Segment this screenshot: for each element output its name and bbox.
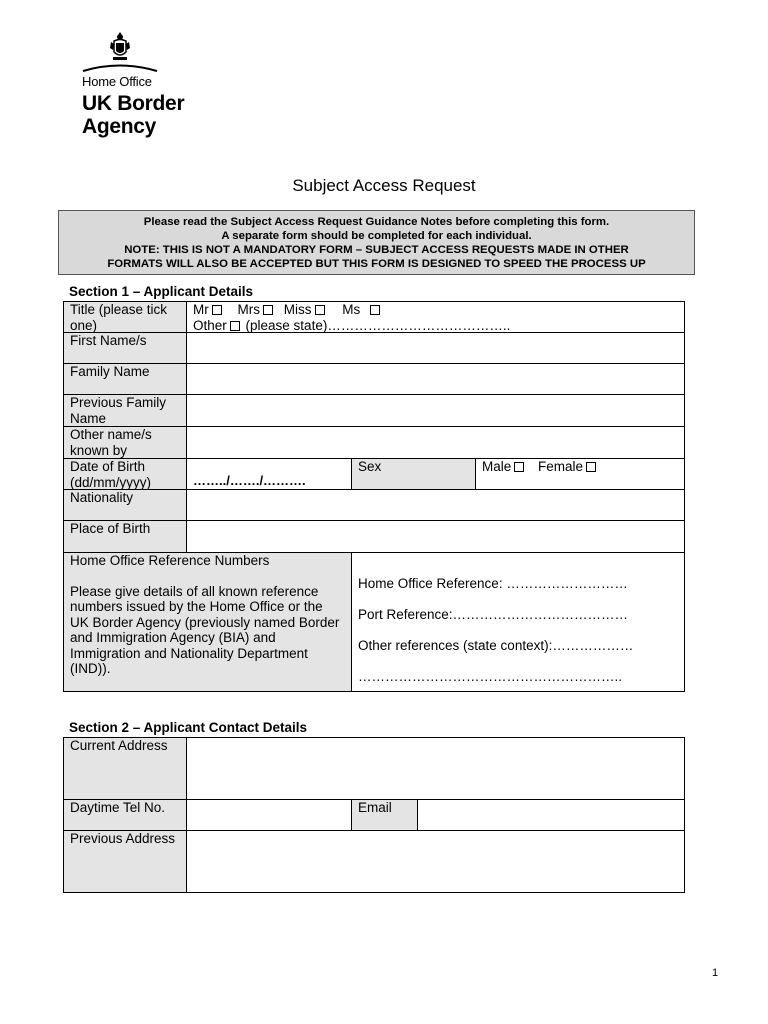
sex-options — [475, 458, 685, 490]
logo-agency: Agency — [82, 115, 157, 138]
guidance-notice — [58, 210, 695, 275]
other-names-label: Other name/s known by — [63, 426, 187, 459]
dob-label: Date of Birth (dd/mm/yyyy) — [63, 458, 187, 490]
current-address-label: Current Address — [63, 737, 187, 800]
daytime-tel-field[interactable] — [186, 799, 352, 831]
reference-numbers-label — [63, 552, 352, 692]
title-ms-label: Ms — [342, 302, 361, 317]
nationality-field[interactable] — [186, 489, 685, 521]
reference-instructions: Please give details of all known reference numbers issued by the Home Office or the UK Border Agency (previously named Border and Immigration Agency (BIA) and Immigration and Nationality Department (IND)). — [70, 583, 340, 676]
title-ms-checkbox[interactable] — [370, 305, 380, 315]
first-name-label: First Name/s — [63, 332, 187, 364]
title-mrs-label: Mrs — [237, 302, 261, 317]
sex-male-label: Male — [482, 459, 512, 474]
title-options — [186, 301, 685, 333]
dob-field[interactable]: ……../……./………. — [186, 458, 352, 490]
notice-line-1: Please read the Subject Access Request Guidance Notes before completing this form. — [143, 216, 610, 228]
notice-line-2: A separate form should be completed for each individual. — [221, 230, 532, 242]
place-of-birth-field[interactable] — [186, 520, 685, 553]
title-mr-checkbox[interactable] — [212, 305, 222, 315]
home-office-reference-field[interactable]: Home Office Reference: ……………………… — [358, 576, 628, 591]
title-miss-checkbox[interactable] — [315, 305, 325, 315]
reference-fields — [351, 552, 685, 692]
email-field[interactable] — [417, 799, 685, 831]
section-2-heading: Section 2 – Applicant Contact Details — [69, 720, 308, 735]
title-options-row-1 — [193, 302, 678, 318]
sex-label: Sex — [351, 458, 476, 490]
sex-female-label: Female — [538, 459, 584, 474]
sex-female-checkbox[interactable] — [586, 462, 596, 472]
section-1-heading: Section 1 – Applicant Details — [69, 284, 254, 299]
page-title: Subject Access Request — [292, 176, 476, 195]
other-references-continuation[interactable]: ………………………………………………….. — [358, 669, 623, 684]
current-address-field[interactable] — [186, 737, 685, 800]
previous-address-label: Previous Address — [63, 830, 187, 893]
nationality-label: Nationality — [63, 489, 187, 521]
title-other-label: Other — [193, 317, 227, 333]
royal-crest-icon — [108, 30, 132, 66]
previous-family-name-label: Previous Family Name — [63, 394, 187, 427]
logo-home-office: Home Office — [82, 74, 152, 89]
email-label: Email — [351, 799, 418, 831]
title-other-checkbox[interactable] — [230, 321, 240, 331]
logo-uk-border: UK Border — [82, 92, 185, 115]
sex-male-checkbox[interactable] — [514, 462, 524, 472]
other-references-field[interactable]: Other references (state context):……………… — [358, 638, 634, 653]
logo-agency-name — [82, 92, 222, 138]
title-mr-label: Mr — [193, 302, 209, 317]
family-name-field[interactable] — [186, 363, 685, 395]
title-mrs-checkbox[interactable] — [263, 305, 273, 315]
reference-heading: Home Office Reference Numbers — [70, 553, 270, 568]
family-name-label: Family Name — [63, 363, 187, 395]
previous-family-name-field[interactable] — [186, 394, 685, 427]
notice-line-3: NOTE: THIS IS NOT A MANDATORY FORM – SUBJECT ACCESS REQUESTS MADE IN OTHER — [124, 244, 629, 256]
page-number: 1 — [712, 967, 719, 979]
logo-arch — [82, 62, 158, 72]
daytime-tel-label: Daytime Tel No. — [63, 799, 187, 831]
title-label: Title (please tick one) — [63, 301, 187, 333]
notice-line-4: FORMATS WILL ALSO BE ACCEPTED BUT THIS FORM IS DESIGNED TO SPEED THE PROCESS UP — [107, 258, 646, 270]
place-of-birth-label: Place of Birth — [63, 520, 187, 553]
other-names-field[interactable] — [186, 426, 685, 459]
title-options-row-2 — [193, 318, 678, 334]
title-other-state[interactable]: (please state)………………………………….. — [245, 317, 511, 333]
first-name-field[interactable] — [186, 332, 685, 364]
previous-address-field[interactable] — [186, 830, 685, 893]
title-miss-label: Miss — [283, 302, 312, 317]
port-reference-field[interactable]: Port Reference:………………………………… — [358, 607, 629, 622]
